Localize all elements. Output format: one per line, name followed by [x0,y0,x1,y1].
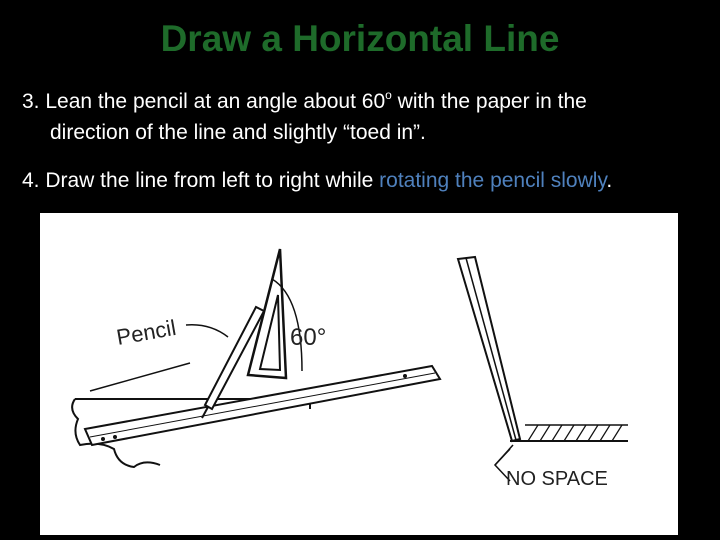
paper-hatching [528,425,622,441]
step-4 [22,169,612,193]
no-space-label: NO SPACE [506,468,608,490]
step-3-line-1 [22,83,587,114]
pencil-drawing-illustration [40,213,678,535]
step-3-text-after: with the paper in the [391,90,587,113]
step-3-text-before: Lean the pencil at an angle about 60 [45,90,386,113]
step-4-highlight: rotating the pencil slowly [379,169,607,192]
step-4-text-after: . [606,169,613,192]
angle-label: 60° [290,324,327,351]
pencil-label: Pencil [114,314,178,350]
degree-mark: o [385,88,392,102]
slide-title: Draw a Horizontal Line [160,18,560,59]
pencil-closeup [458,257,520,441]
step-3-line-2: direction of the line and slightly “toed in”. [50,121,426,144]
step-4-text-before: 4. Draw the line from left to right while [22,169,380,192]
step-3-number: 3. [22,90,40,113]
illustration-panel [40,213,678,535]
